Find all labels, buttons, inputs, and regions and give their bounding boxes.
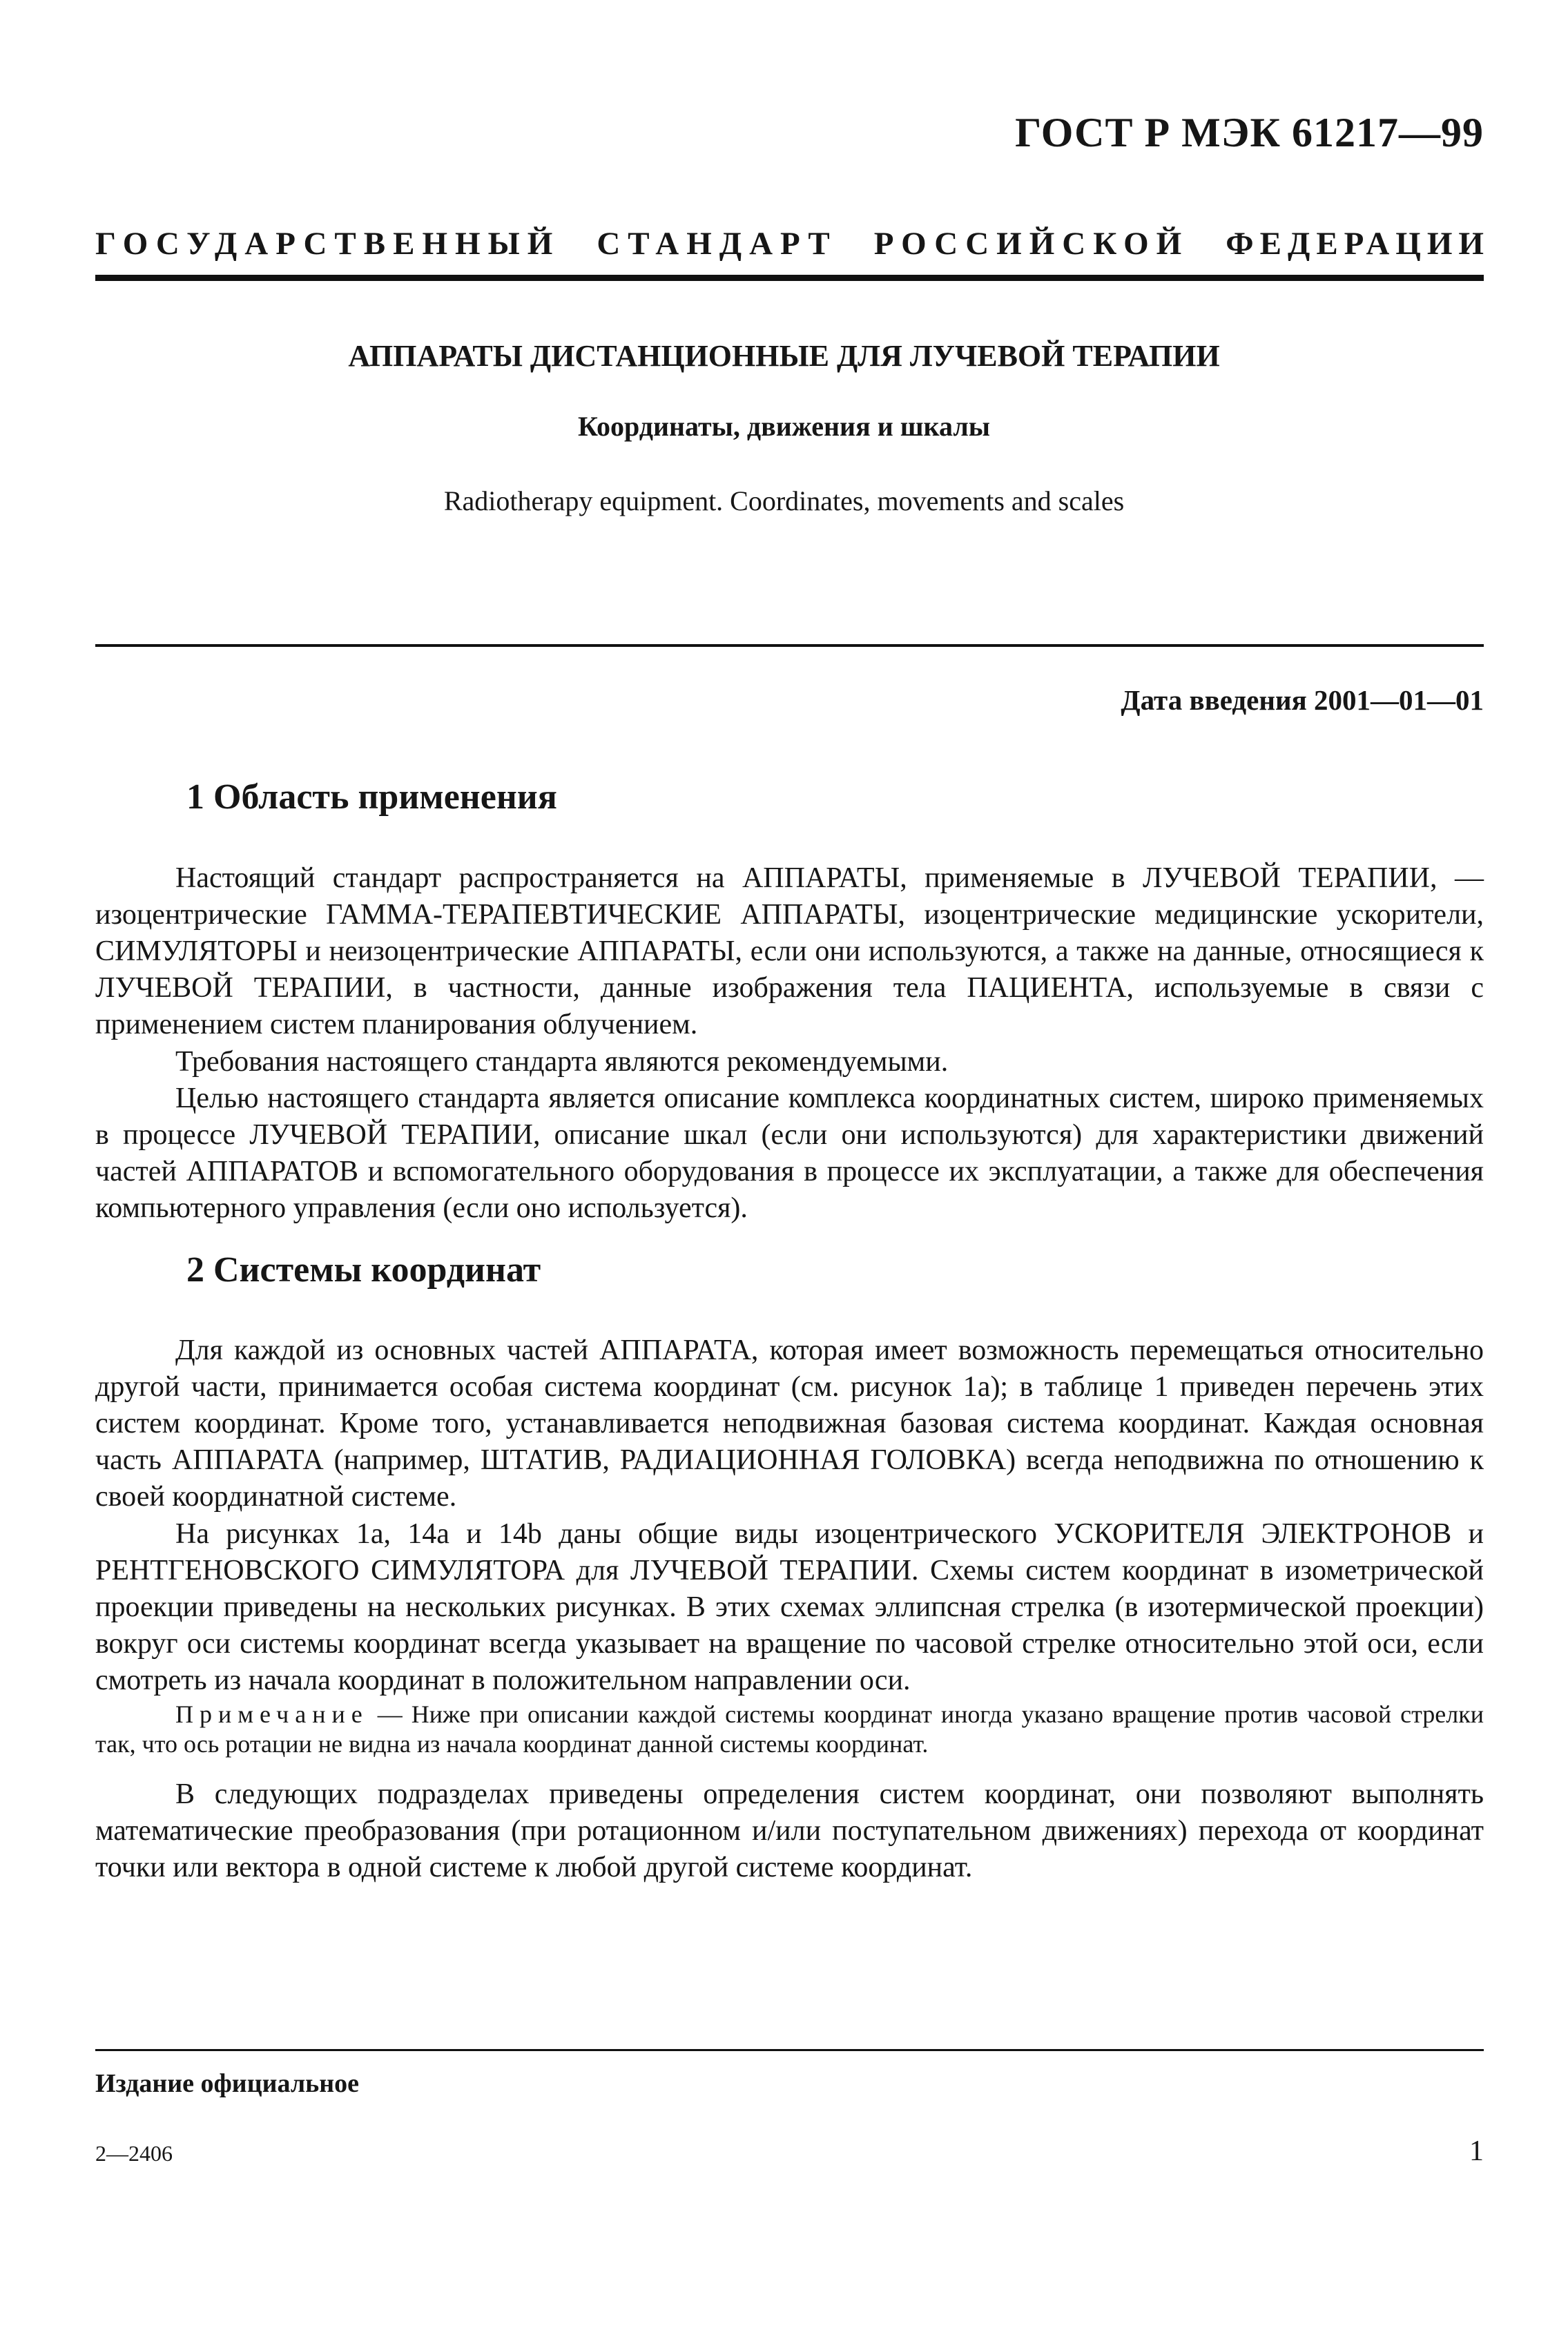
state-word: СТАНДАРТ	[597, 226, 838, 262]
paragraph: Для каждой из основных частей АППАРАТА, которая имеет возможность перемещаться относительно другой части, принимается особая система координат (см. рисунок 1a); в таблице 1 приведен перечень этих систем координат. Кроме того, устанавливается неподвижная базовая система координат. Каждая основная часть АППАРАТА (например, ШТАТИВ, РАДИАЦИОННАЯ ГОЛОВКА) всегда неподвижна по отношению к своей координатной системе.	[95, 1335, 1484, 1513]
state-word: РОССИЙСКОЙ	[873, 226, 1190, 262]
page-number: 1	[1469, 2135, 1484, 2167]
note	[95, 1700, 1484, 1759]
section-heading: 2 Системы координат	[186, 1250, 541, 1290]
header-divider	[95, 275, 1484, 281]
document-code: ГОСТ Р МЭК 61217—99	[1015, 110, 1484, 155]
paragraph: Требования настоящего стандарта являются рекомендуемыми.	[175, 1046, 949, 1078]
state-word: ГОСУДАРСТВЕННЫЙ	[95, 226, 561, 262]
paragraph: В следующих подразделах приведены определения систем координат, они позволяют выполнять математические преобразования (при ротационном и/или поступательном движениях) перехода от координат точки или вектора в одной системе к любой другой системе координат.	[95, 1778, 1484, 1883]
state-word: ФЕДЕРАЦИИ	[1226, 226, 1490, 262]
title-divider	[95, 644, 1484, 647]
note-label: Примечание	[175, 1700, 369, 1728]
introduction-date: Дата введения 2001—01—01	[1121, 684, 1484, 716]
paragraph: Целью настоящего стандарта является описание комплекса координатных систем, широко применяемых в процессе ЛУЧЕВОЙ ТЕРАПИИ, описание шкал (если они используются) для характеристики движений частей АППАРАТОВ и вспомогательного оборудования в процессе их эксплуатации, а также для обеспечения компьютерного управления (если оно используется).	[95, 1083, 1484, 1224]
paragraph: Настоящий стандарт распространяется на АППАРАТЫ, применяемые в ЛУЧЕВОЙ ТЕРАПИИ, — изоцентрические ГАММА-ТЕРАПЕВТИЧЕСКИЕ АППАРАТЫ, изоцентрические медицинские ускорители, СИМУЛЯТОРЫ и неизоцентрические АППАРАТЫ, если они используются, а также на данные, относящиеся к ЛУЧЕВОЙ ТЕРАПИИ, в частности, данные изображения тела ПАЦИЕНТА, используемые в связи с применением систем планирования облучением.	[95, 862, 1484, 1040]
paragraph: На рисунках 1a, 14a и 14b даны общие виды изоцентрического УСКОРИТЕЛЯ ЭЛЕКТРОНОВ и РЕНТГЕНОВСКОГО СИМУЛЯТОРА для ЛУЧЕВОЙ ТЕРАПИИ. Схемы систем координат в изометрической проекции приведены на нескольких рисунках. В этих схемах эллипсная стрелка (в изотермической проекции) вокруг оси системы координат всегда указывает на вращение по часовой стрелке относительно этой оси, если смотреть из начала координат в положительном направлении оси.	[95, 1518, 1484, 1696]
document-subtitle: Координаты, движения и шкалы	[577, 411, 991, 442]
footer-divider	[95, 2049, 1484, 2051]
print-code: 2—2406	[95, 2141, 173, 2166]
edition-label: Издание официальное	[95, 2069, 360, 2098]
english-title: Radiotherapy equipment. Coordinates, movements and scales	[443, 485, 1125, 516]
section-heading: 1 Область применения	[186, 777, 557, 817]
state-standard-line	[95, 225, 1490, 262]
document-title: АППАРАТЫ ДИСТАНЦИОННЫЕ ДЛЯ ЛУЧЕВОЙ ТЕРАПИИ	[348, 339, 1220, 373]
note-text: — Ниже при описании каждой системы координат иногда указано вращение против часовой стрелки так, что ось ротации не видна из начала координат данной системы координат.	[95, 1700, 1484, 1758]
